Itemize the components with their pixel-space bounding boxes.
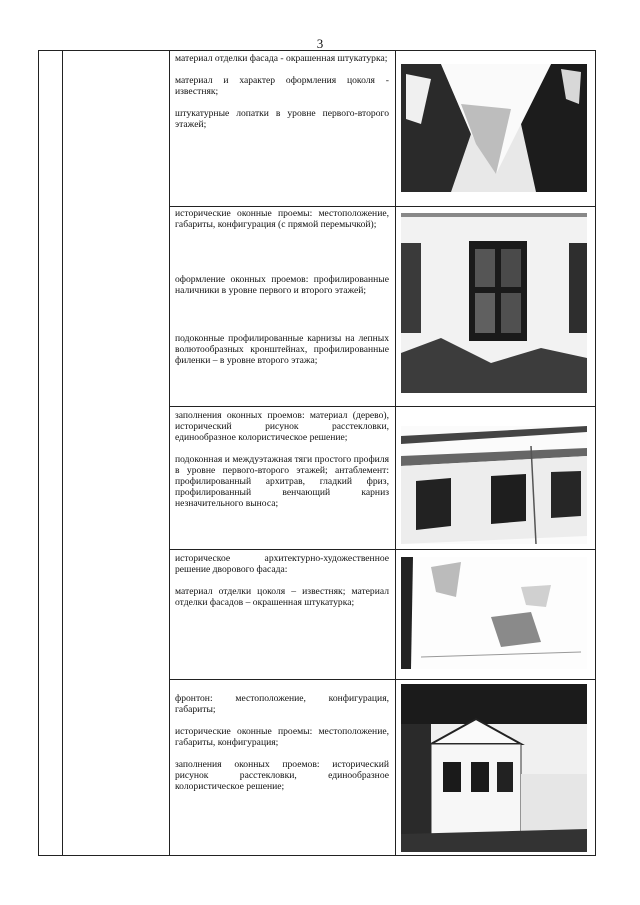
facade-corner-photo [401, 64, 587, 192]
row-text: заполнения оконных проемов: исторический рисунок расстекловки, единообразное колористическое решение; [175, 759, 389, 792]
row-text: подоконные профилированные карнизы на лепных волютообразных кронштейнах, профилированные филенки – в уровне второго этажа; [175, 333, 389, 366]
row-text: подоконная и междуэтажная тяги простого профиля в уровне первого-второго этажей; антаблемент: профилированный архитрав, гладкий фриз, профилированный венчающий карниз незначительного выноса; [175, 454, 389, 509]
table-row [175, 410, 389, 520]
column-divider [169, 51, 170, 855]
row-divider [169, 549, 595, 550]
row-text: заполнения оконных проемов: материал (дерево), исторический рисунок расстекловки, единообразное колористическое решение; [175, 410, 389, 443]
row-text: оформление оконных проемов: профилированные наличники в уровне первого и второго этажей; [175, 274, 389, 296]
row-text: материал отделки цоколя – известняк; материал отделки фасадов – окрашенная штукатурка; [175, 586, 389, 608]
row-text: исторические оконные проемы: местоположение, габариты, конфигурация; [175, 726, 389, 748]
row-divider [169, 406, 595, 407]
window-openings-photo [401, 213, 587, 393]
entablature-photo [401, 426, 587, 544]
table-row [175, 693, 389, 803]
page-number: 3 [316, 36, 324, 51]
pediment-photo [401, 684, 587, 852]
column-divider [62, 51, 63, 855]
row-text: фронтон: местоположение, конфигурация, габариты; [175, 693, 389, 715]
row-text: штукатурные лопатки в уровне первого-второго этажей; [175, 108, 389, 130]
row-divider [169, 679, 595, 680]
table-row [175, 53, 389, 141]
row-text: материал и характер оформления цоколя - известняк; [175, 75, 389, 97]
table-row [175, 208, 389, 377]
row-divider [169, 206, 595, 207]
table-row [175, 553, 389, 619]
row-text: исторические оконные проемы: местоположение, габариты, конфигурация (с прямой перемычкой); [175, 208, 389, 230]
row-text: материал отделки фасада - окрашенная штукатурка; [175, 53, 388, 64]
row-text: историческое архитектурно-художественное решение дворового фасада: [175, 553, 389, 575]
courtyard-facade-photo [401, 557, 587, 669]
protected-elements-table [38, 50, 596, 856]
column-divider [395, 51, 396, 855]
